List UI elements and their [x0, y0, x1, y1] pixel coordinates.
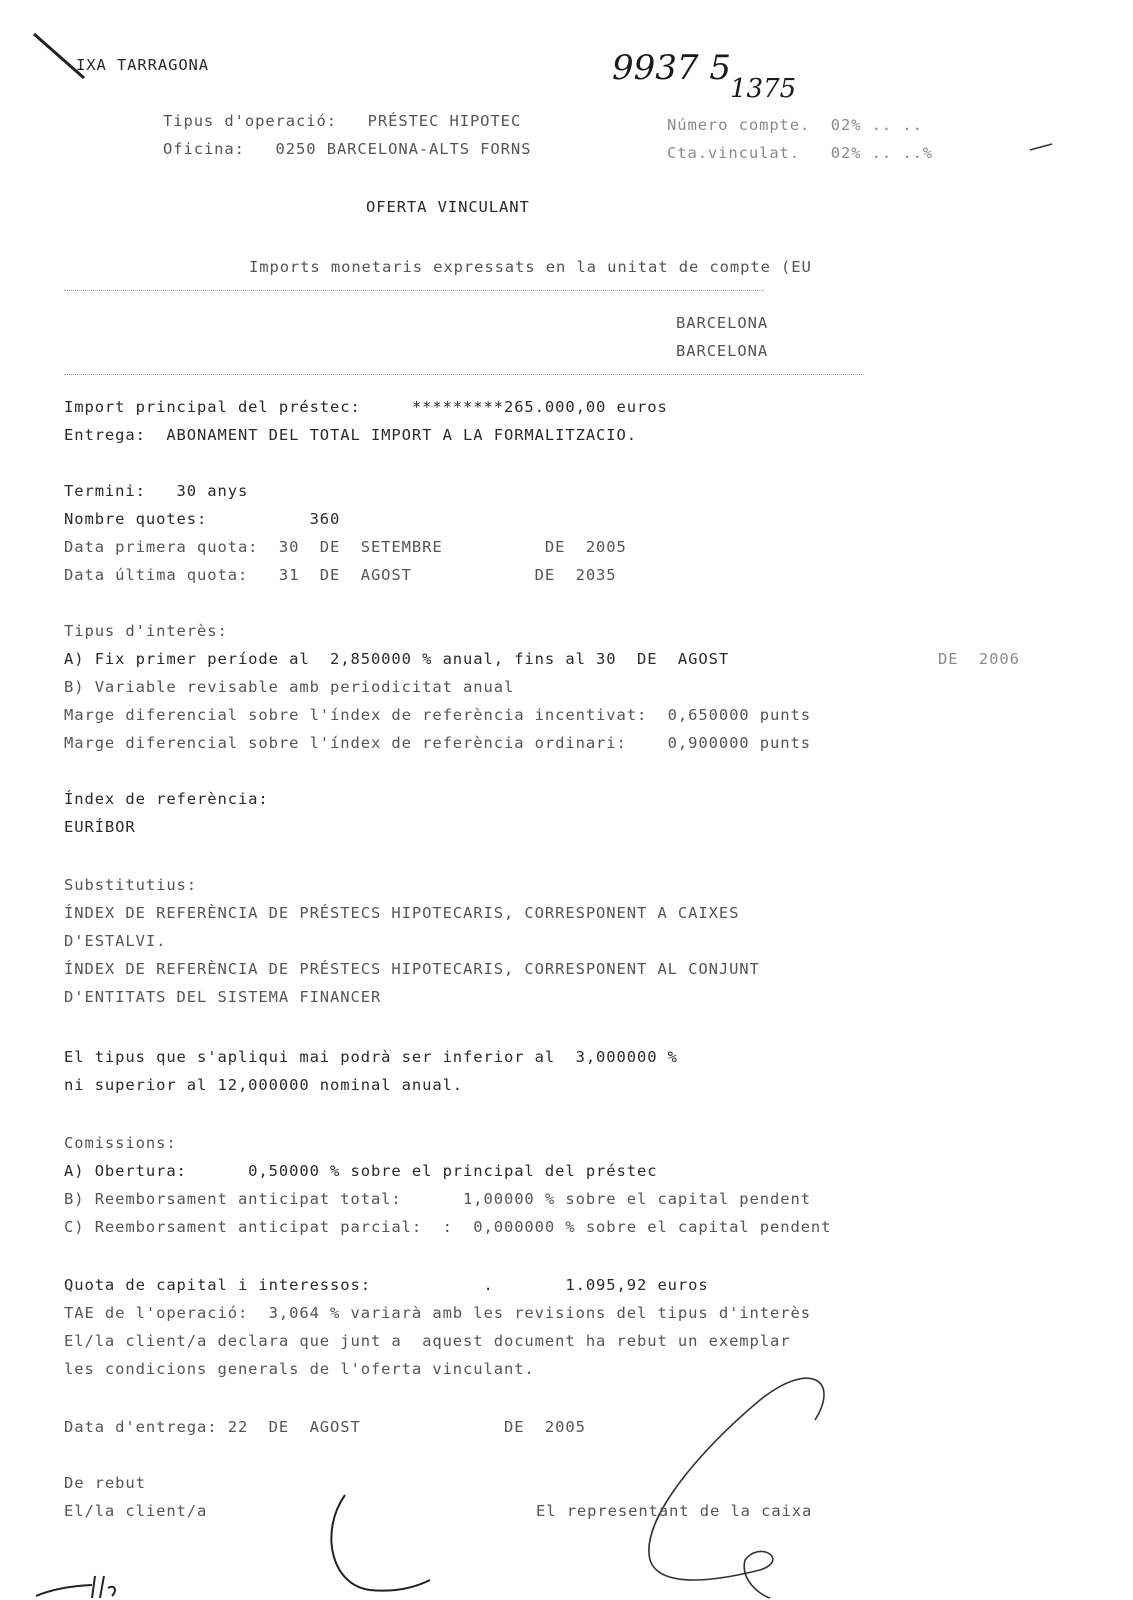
- initials-mark: [36, 1576, 115, 1598]
- office: Oficina: 0250 BARCELONA-ALTS FORNS: [163, 140, 532, 158]
- divider: [64, 290, 764, 293]
- commissions-heading: Comissions:: [64, 1134, 177, 1152]
- representative-signature: [649, 1378, 824, 1598]
- loan-term: Termini: 30 anys: [64, 482, 249, 500]
- rate-cap: ni superior al 12,000000 nominal anual.: [64, 1076, 464, 1094]
- principal-amount: Import principal del préstec: *********265.000,00 euros: [64, 398, 668, 416]
- city-line-1: BARCELONA: [676, 314, 769, 332]
- interest-variable: B) Variable revisable amb periodicitat anual: [64, 678, 515, 696]
- margin-ordinary: Marge diferencial sobre l'índex de referència ordinari: 0,900000 punts: [64, 734, 811, 752]
- substitute-line-4: D'ENTITATS DEL SISTEMA FINANCER: [64, 988, 382, 1006]
- substitute-line-3: ÍNDEX DE REFERÈNCIA DE PRÉSTECS HIPOTECARIS, CORRESPONENT AL CONJUNT: [64, 960, 760, 978]
- first-installment-date: Data primera quota: 30 DE SETEMBRE DE 2005: [64, 538, 627, 556]
- currency-note: Imports monetaris expressats en la unitat de compte (EU: [249, 258, 812, 276]
- interest-heading: Tipus d'interès:: [64, 622, 228, 640]
- divider: [64, 374, 864, 377]
- client-signature: [331, 1495, 430, 1591]
- handwritten-reference-2: 1375: [730, 74, 797, 104]
- last-installment-date: Data última quota: 31 DE AGOST DE 2035: [64, 566, 617, 584]
- operation-type: Tipus d'operació: PRÉSTEC HIPOTEC: [163, 112, 522, 130]
- client-declaration-1: El/la client/a declara que junt a aquest document ha rebut un exemplar: [64, 1332, 791, 1350]
- commission-total-repayment: B) Reemborsament anticipat total: 1,00000 % sobre el capital pendent: [64, 1190, 811, 1208]
- bank-name: IXA TARRAGONA: [76, 56, 210, 74]
- interest-fixed-tail: DE 2006: [938, 650, 1020, 668]
- reference-heading: Índex de referència:: [64, 790, 269, 808]
- reference-value: EURÍBOR: [64, 818, 136, 836]
- substitute-line-2: D'ESTALVI.: [64, 932, 167, 950]
- handwritten-reference-1: 9937 5: [612, 48, 731, 88]
- substitutes-heading: Substitutius:: [64, 876, 198, 894]
- substitute-line-1: ÍNDEX DE REFERÈNCIA DE PRÉSTECS HIPOTECARIS, CORRESPONENT A CAIXES: [64, 904, 740, 922]
- delivery-method: Entrega: ABONAMENT DEL TOTAL IMPORT A LA FORMALITZACIO.: [64, 426, 637, 444]
- representative-signature-label: El representant de la caixa: [536, 1502, 813, 1520]
- tae-rate: TAE de l'operació: 3,064 % variarà amb les revisions del tipus d'interès: [64, 1304, 811, 1322]
- account-number: Número compte. 02% .. ..: [667, 116, 923, 134]
- rate-floor: El tipus que s'apliqui mai podrà ser inferior al 3,000000 %: [64, 1048, 678, 1066]
- commission-opening: A) Obertura: 0,50000 % sobre el principal del préstec: [64, 1162, 658, 1180]
- commission-partial-repayment: C) Reemborsament anticipat parcial: : 0,000000 % sobre el capital pendent: [64, 1218, 832, 1236]
- margin-incentivized: Marge diferencial sobre l'índex de referència incentivat: 0,650000 punts: [64, 706, 811, 724]
- received-label: De rebut: [64, 1474, 146, 1492]
- installment-amount: Quota de capital i interessos: . 1.095,92 euros: [64, 1276, 709, 1294]
- linked-account: Cta.vinculat. 02% .. ..%: [667, 144, 934, 162]
- document-title: OFERTA VINCULANT: [366, 198, 530, 216]
- delivery-date: Data d'entrega: 22 DE AGOST DE 2005: [64, 1418, 586, 1436]
- number-of-installments: Nombre quotes: 360: [64, 510, 341, 528]
- client-declaration-2: les condicions generals de l'oferta vinculant.: [64, 1360, 535, 1378]
- city-line-2: BARCELONA: [676, 342, 769, 360]
- interest-fixed: A) Fix primer període al 2,850000 % anual, fins al 30 DE AGOST: [64, 650, 730, 668]
- client-signature-label: El/la client/a: [64, 1502, 208, 1520]
